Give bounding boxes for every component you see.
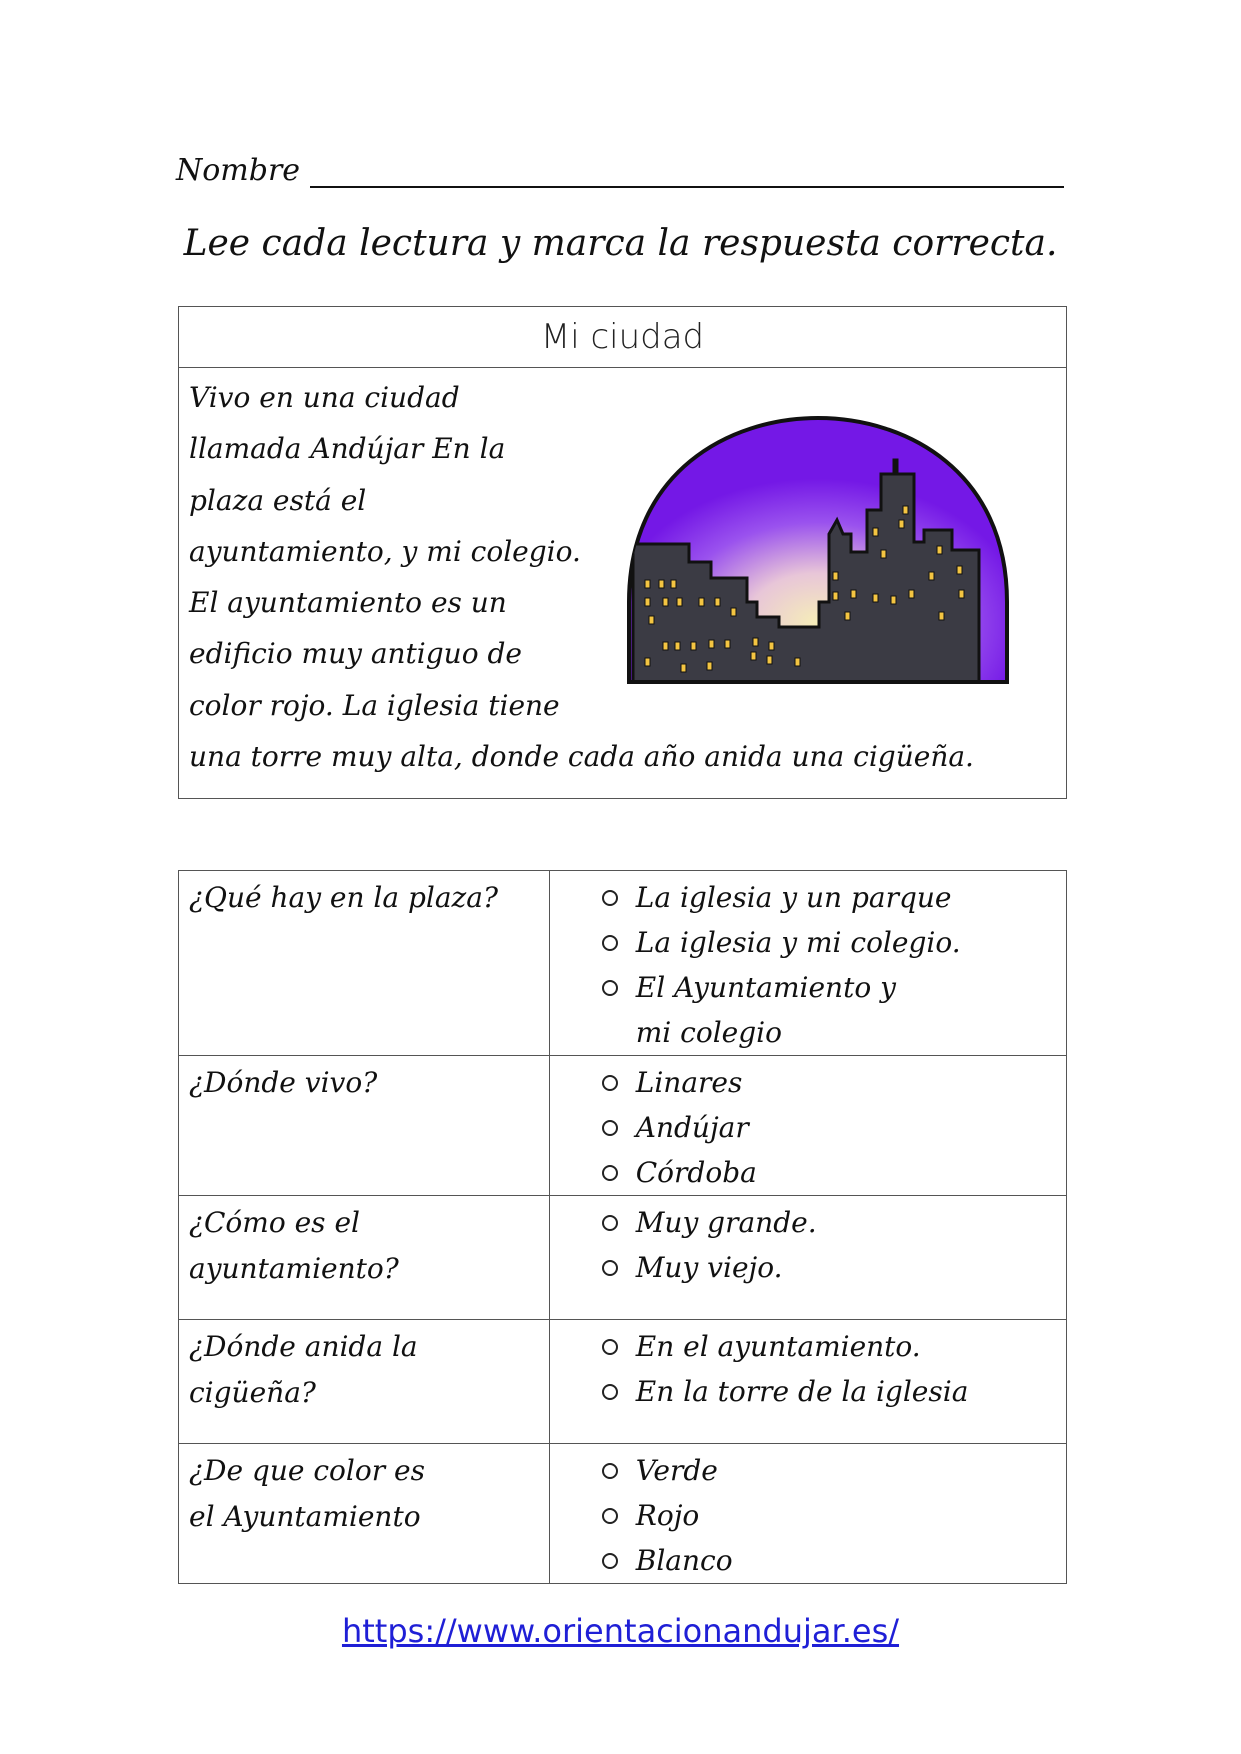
- question-cell: ¿Dónde vivo?: [179, 1056, 550, 1196]
- name-field-line[interactable]: [310, 156, 1064, 188]
- question-row: [179, 871, 1067, 1056]
- answer-option[interactable]: [550, 1324, 1066, 1369]
- radio-circle-icon[interactable]: [602, 1463, 618, 1479]
- reading-line: ayuntamiento, y mi colegio.: [189, 534, 581, 568]
- radio-circle-icon[interactable]: [602, 1384, 618, 1400]
- option-label: Muy viejo.: [635, 1251, 783, 1284]
- answer-option[interactable]: [550, 1245, 1066, 1290]
- name-label: Nombre: [176, 153, 301, 188]
- option-label: Linares: [635, 1066, 743, 1099]
- city-skyline-illustration: [619, 412, 1017, 692]
- question-row: [179, 1320, 1067, 1444]
- options-cell: [549, 1444, 1066, 1584]
- question-row: [179, 1196, 1067, 1320]
- radio-circle-icon[interactable]: [602, 980, 618, 996]
- reading-line: llamada Andújar En la: [189, 432, 506, 466]
- answer-option[interactable]: [550, 875, 1066, 920]
- option-label: Córdoba: [635, 1156, 757, 1189]
- answer-option[interactable]: [550, 920, 1066, 965]
- radio-circle-icon[interactable]: [602, 1508, 618, 1524]
- website-link[interactable]: https://www.orientacionandujar.es/: [341, 1612, 900, 1650]
- answer-option[interactable]: [550, 1448, 1066, 1493]
- reading-body: [179, 368, 1066, 799]
- radio-circle-icon[interactable]: [602, 1075, 618, 1091]
- option-label: La iglesia y mi colegio.: [635, 926, 961, 959]
- option-label: En el ayuntamiento.: [635, 1330, 921, 1363]
- question-cell: ¿De que color es el Ayuntamiento: [179, 1444, 550, 1584]
- reading-box: [178, 306, 1067, 799]
- option-label: Rojo: [635, 1499, 700, 1532]
- question-cell: ¿Cómo es el ayuntamiento?: [179, 1196, 550, 1320]
- options-cell: [549, 871, 1066, 1056]
- option-label: Andújar: [635, 1111, 749, 1144]
- radio-circle-icon[interactable]: [602, 890, 618, 906]
- answer-option[interactable]: [550, 1369, 1066, 1414]
- option-label: Blanco: [635, 1544, 733, 1577]
- option-label: El Ayuntamiento y mi colegio: [635, 971, 896, 1049]
- option-label: La iglesia y un parque: [635, 881, 952, 914]
- instruction-text: Lee cada lectura y marca la respuesta correcta.: [183, 223, 1058, 264]
- radio-circle-icon[interactable]: [602, 1339, 618, 1355]
- question-row: [179, 1056, 1067, 1196]
- reading-line: edificio muy antiguo de: [189, 637, 522, 671]
- reading-title: Mi ciudad: [179, 307, 1066, 368]
- radio-circle-icon[interactable]: [602, 1260, 618, 1276]
- option-label: Muy grande.: [635, 1206, 817, 1239]
- answer-option[interactable]: [550, 1105, 1066, 1150]
- options-cell: [549, 1056, 1066, 1196]
- reading-line: color rojo. La iglesia tiene: [189, 688, 560, 722]
- answer-option[interactable]: [550, 1060, 1066, 1105]
- answer-option[interactable]: [550, 1493, 1066, 1538]
- answer-option[interactable]: [550, 1538, 1066, 1583]
- options-cell: [549, 1196, 1066, 1320]
- reading-line: El ayuntamiento es un: [189, 586, 507, 620]
- radio-circle-icon[interactable]: [602, 1215, 618, 1231]
- answer-option[interactable]: [550, 1200, 1066, 1245]
- radio-circle-icon[interactable]: [602, 1553, 618, 1569]
- options-cell: [549, 1320, 1066, 1444]
- answer-option[interactable]: [550, 965, 1066, 1055]
- reading-line: una torre muy alta, donde cada año anida una cigüeña.: [189, 740, 974, 774]
- name-row: [176, 148, 1064, 188]
- radio-circle-icon[interactable]: [602, 935, 618, 951]
- question-row: [179, 1444, 1067, 1584]
- radio-circle-icon[interactable]: [602, 1120, 618, 1136]
- question-cell: ¿Dónde anida la cigüeña?: [179, 1320, 550, 1444]
- option-label: En la torre de la iglesia: [635, 1375, 969, 1408]
- radio-circle-icon[interactable]: [602, 1165, 618, 1181]
- reading-line: Vivo en una ciudad: [189, 381, 460, 414]
- answer-option[interactable]: [550, 1150, 1066, 1195]
- option-label: Verde: [635, 1454, 718, 1487]
- questions-table: [178, 870, 1067, 1584]
- question-cell: ¿Qué hay en la plaza?: [179, 871, 550, 1056]
- reading-line: plaza está el: [189, 483, 367, 517]
